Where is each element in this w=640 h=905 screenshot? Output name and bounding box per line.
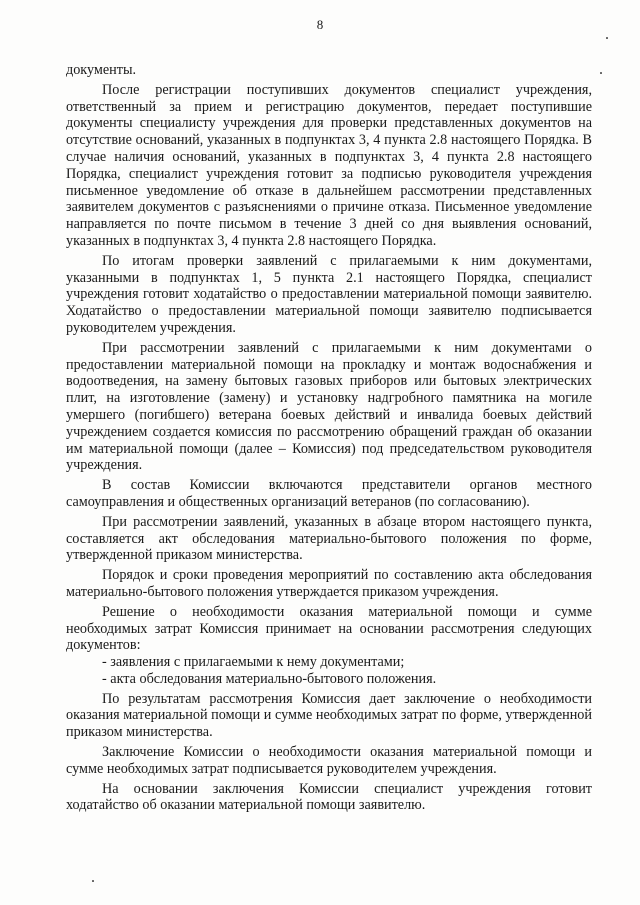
scan-speck xyxy=(92,880,94,882)
page-number: 8 xyxy=(316,17,324,32)
paragraph: документы. xyxy=(66,62,137,78)
paragraph: По итогам проверки заявлений с прилагаемыми к ним документами, указанными в подпунктах 1, 5 пункта 2.1 настоящего Порядка, специалист учреждения готовит ходатайство о предоставлении материальной помощи заявителю. Ходатайство о предоставлении материальной помощи заявителю подписывается руководителем учреждения. xyxy=(66,252,592,336)
paragraph: При рассмотрении заявлений с прилагаемыми к ним документами о предоставлении материальной помощи на прокладку и монтаж водоснабжения и водоотведения, на замену бытовых газовых приборов или бытовых электрических плит, на изготовление (замену) и установку надгробного памятника на могиле умершего (погибшего) ветерана боевых действий и инвалида боевых действий учреждением создается комиссия по рассмотрению обращений граждан об оказании им материальной помощи (далее – Комиссия) под председательством руководителя учреждения. xyxy=(66,339,592,474)
paragraph: При рассмотрении заявлений, указанных в абзаце втором настоящего пункта, составляется акт обследования материально-бытового положения по форме, утвержденной приказом министерства. xyxy=(66,513,592,564)
document-body xyxy=(66,62,592,817)
paragraph: Заключение Комиссии о необходимости оказания материальной помощи и сумме необходимых затрат подписывается руководителем учреждения. xyxy=(66,744,592,777)
list-item: - заявления с прилагаемыми к нему документами; xyxy=(102,654,405,671)
scan-speck xyxy=(600,72,602,74)
list-item: - акта обследования материально-бытового положения. xyxy=(102,670,437,687)
paragraph: На основании заключения Комиссии специалист учреждения готовит ходатайство об оказании материальной помощи заявителю. xyxy=(66,780,592,814)
paragraph: Решение о необходимости оказания материальной помощи и сумме необходимых затрат Комиссия принимает на основании рассмотрения следующих документов: xyxy=(66,603,592,654)
scan-speck xyxy=(606,37,608,39)
paragraph: В состав Комиссии включаются представители органов местного самоуправления и общественных организаций ветеранов (по согласованию). xyxy=(66,477,592,510)
paragraph: Порядок и сроки проведения мероприятий по составлению акта обследования материально-бытового положения утверждается приказом учреждения. xyxy=(66,567,592,600)
paragraph: По результатам рассмотрения Комиссия дает заключение о необходимости оказания материальной помощи и сумме необходимых затрат по форме, утвержденной приказом министерства. xyxy=(66,690,592,741)
paragraph: После регистрации поступивших документов специалист учреждения, ответственный за прием и регистрацию документов, передает поступившие документы специалисту учреждения для проверки представленных документов на отсутствие оснований, указанных в подпунктах 3, 4 пункта 2.8 настоящего Порядка. В случае наличия оснований, указанных в подпунктах 3, 4 пункта 2.8 настоящего Порядка, специалист учреждения готовит за подписью руководителя учреждения письменное уведомление об отказе в дальнейшем рассмотрении представленных заявителем документов с разъяснениями о причине отказа. Письменное уведомление направляется по почте письмом в течение 3 дней со дня выявления оснований, указанных в подпунктах 3, 4 пункта 2.8 настоящего Порядка. xyxy=(66,81,592,249)
